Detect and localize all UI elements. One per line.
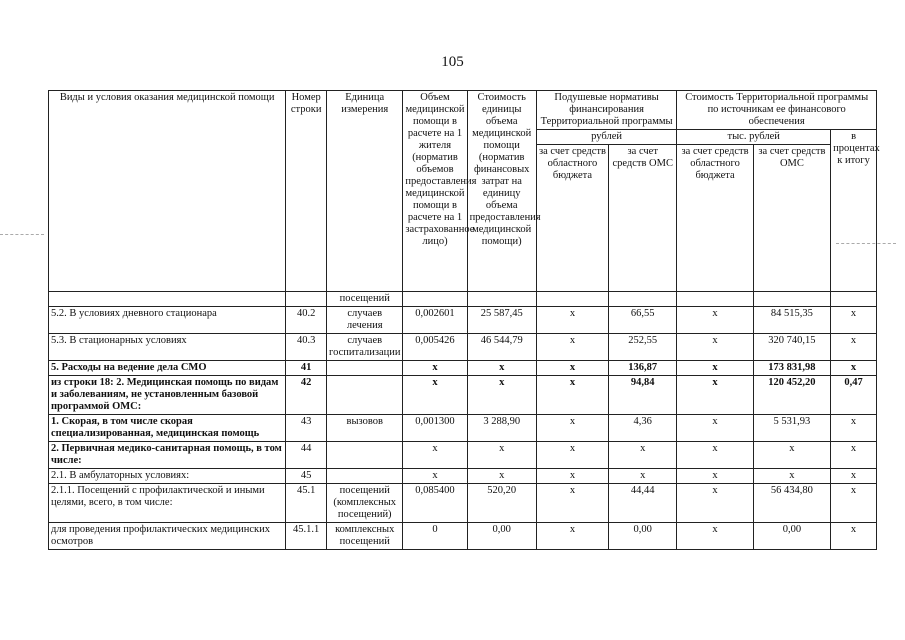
cell-kind [49, 292, 286, 307]
cell-unit: случаев госпитализации [327, 334, 403, 361]
cell-per-capita-oms: х [609, 442, 677, 469]
cell-volume: 0,085400 [403, 484, 467, 523]
cell-cost-budget: х [677, 307, 753, 334]
cell-cost-oms: х [753, 442, 830, 469]
header-row-1 [49, 91, 877, 130]
cell-cost-oms: 173 831,98 [753, 361, 830, 376]
cell-cost-oms: 320 740,15 [753, 334, 830, 361]
header-percent: в процентах к итогу [831, 130, 877, 292]
cell-unit-cost: 520,20 [467, 484, 536, 523]
cell-row-number: 40.3 [286, 334, 327, 361]
cell-percent: 0,47 [831, 376, 877, 415]
cell-percent: х [831, 469, 877, 484]
cell-cost-oms: 5 531,93 [753, 415, 830, 442]
cell-unit-cost: х [467, 442, 536, 469]
cell-unit: вызовов [327, 415, 403, 442]
cell-cost-oms: х [753, 469, 830, 484]
cell-percent: х [831, 415, 877, 442]
cell-row-number: 45.1.1 [286, 523, 327, 550]
cell-kind: 5.3. В стационарных условиях [49, 334, 286, 361]
cell-unit-cost: х [467, 361, 536, 376]
cell-unit: случаев лечения [327, 307, 403, 334]
cell-kind: 2.1.1. Посещений с профилактической и иными целями, всего, в том числе: [49, 484, 286, 523]
cell-cost-budget: х [677, 484, 753, 523]
table-row [49, 376, 877, 415]
cell-row-number: 44 [286, 442, 327, 469]
cell-kind: 2.1. В амбулаторных условиях: [49, 469, 286, 484]
cell-per-capita-oms: 0,00 [609, 523, 677, 550]
table-row [49, 334, 877, 361]
cell-cost-budget: х [677, 442, 753, 469]
cell-row-number [286, 292, 327, 307]
header-budget-source-2: за счет средств областного бюджета [677, 145, 753, 292]
cell-row-number: 45 [286, 469, 327, 484]
cell-kind: 5.2. В условиях дневного стационара [49, 307, 286, 334]
cell-percent: х [831, 523, 877, 550]
cell-kind: 1. Скорая, в том числе скорая специализированная, медицинская помощь [49, 415, 286, 442]
header-per-capita: Подушевые нормативы финансирования Территориальной программы [536, 91, 677, 130]
cell-row-number: 45.1 [286, 484, 327, 523]
scan-artifact-left [0, 234, 44, 236]
header-unit-cost: Стоимость единицы объема медицинской помощи (норматив финансовых затрат на единицу объема предоставления медицинской помощи) [467, 91, 536, 292]
cell-per-capita-budget: х [536, 334, 608, 361]
cell-cost-oms: 56 434,80 [753, 484, 830, 523]
cell-per-capita-budget: х [536, 415, 608, 442]
cell-volume: х [403, 442, 467, 469]
cell-per-capita-budget: х [536, 484, 608, 523]
cell-per-capita-oms: 66,55 [609, 307, 677, 334]
cell-cost-budget: х [677, 415, 753, 442]
cell-cost-budget: х [677, 469, 753, 484]
cell-percent: х [831, 334, 877, 361]
cell-unit [327, 376, 403, 415]
cell-kind: для проведения профилактических медицинских осмотров [49, 523, 286, 550]
cell-kind: из строки 18: 2. Медицинская помощь по видам и заболеваниям, не установленным базовой программой ОМС: [49, 376, 286, 415]
cell-percent: х [831, 361, 877, 376]
header-cost-sources: Стоимость Территориальной программы по источникам ее финансового обеспечения [677, 91, 877, 130]
cell-volume: х [403, 376, 467, 415]
cell-unit [327, 442, 403, 469]
cell-unit-cost: х [467, 376, 536, 415]
cell-per-capita-oms: х [609, 469, 677, 484]
cell-volume: 0,005426 [403, 334, 467, 361]
table-row [49, 307, 877, 334]
cell-cost-oms: 120 452,20 [753, 376, 830, 415]
header-kind: Виды и условия оказания медицинской помощи [49, 91, 286, 292]
cell-per-capita-budget: х [536, 442, 608, 469]
header-oms-source: за счет средств ОМС [609, 145, 677, 292]
cell-kind: 5. Расходы на ведение дела СМО [49, 361, 286, 376]
cell-per-capita-oms: 252,55 [609, 334, 677, 361]
cell-per-capita-budget: х [536, 523, 608, 550]
cell-cost-oms: 84 515,35 [753, 307, 830, 334]
table-row [49, 292, 877, 307]
cell-unit [327, 469, 403, 484]
cell-unit [327, 361, 403, 376]
cell-per-capita-budget: х [536, 376, 608, 415]
cell-row-number: 41 [286, 361, 327, 376]
table-row [49, 484, 877, 523]
header-volume: Объем медицинской помощи в расчете на 1 жителя (норматив объемов предоставления медицинской помощи в расчете на 1 застрахованное лицо) [403, 91, 467, 292]
cell-unit-cost [467, 292, 536, 307]
cell-cost-oms: 0,00 [753, 523, 830, 550]
cell-kind: 2. Первичная медико-санитарная помощь, в том числе: [49, 442, 286, 469]
table-row [49, 523, 877, 550]
table-row [49, 361, 877, 376]
cell-row-number: 40.2 [286, 307, 327, 334]
cell-unit-cost: 46 544,79 [467, 334, 536, 361]
data-table [48, 90, 880, 550]
header-rubles: рублей [536, 130, 677, 145]
header-row-number: Номер строки [286, 91, 327, 292]
cell-per-capita-budget: х [536, 361, 608, 376]
cell-per-capita-oms [609, 292, 677, 307]
cell-percent: х [831, 484, 877, 523]
cell-unit: комплексных посещений [327, 523, 403, 550]
cell-volume: х [403, 361, 467, 376]
header-oms-source-2: за счет средств ОМС [753, 145, 830, 292]
cell-volume: 0 [403, 523, 467, 550]
page-number: 105 [441, 54, 464, 70]
cell-per-capita-oms: 94,84 [609, 376, 677, 415]
cell-per-capita-oms: 44,44 [609, 484, 677, 523]
header-unit: Единица измерения [327, 91, 403, 292]
cell-percent: х [831, 307, 877, 334]
header-thousand-rubles: тыс. рублей [677, 130, 831, 145]
cell-unit: посещений [327, 292, 403, 307]
cell-volume: 0,001300 [403, 415, 467, 442]
cell-per-capita-budget: х [536, 307, 608, 334]
cell-unit-cost: 0,00 [467, 523, 536, 550]
cell-per-capita-oms: 136,87 [609, 361, 677, 376]
header-budget-source: за счет средств областного бюджета [536, 145, 608, 292]
cell-per-capita-budget: х [536, 469, 608, 484]
cell-percent [831, 292, 877, 307]
cell-unit: посещений (комплексных посещений) [327, 484, 403, 523]
cell-cost-budget: х [677, 376, 753, 415]
cell-cost-budget: х [677, 523, 753, 550]
cell-row-number: 42 [286, 376, 327, 415]
table-row [49, 469, 877, 484]
cell-volume: 0,002601 [403, 307, 467, 334]
cell-per-capita-budget [536, 292, 608, 307]
cell-cost-budget: х [677, 334, 753, 361]
cell-cost-oms [753, 292, 830, 307]
table-row [49, 442, 877, 469]
cell-volume [403, 292, 467, 307]
cell-per-capita-oms: 4,36 [609, 415, 677, 442]
cell-percent: х [831, 442, 877, 469]
cell-cost-budget: х [677, 361, 753, 376]
cell-volume: х [403, 469, 467, 484]
table-row [49, 415, 877, 442]
cell-cost-budget [677, 292, 753, 307]
cell-unit-cost: 3 288,90 [467, 415, 536, 442]
cell-unit-cost: 25 587,45 [467, 307, 536, 334]
cell-unit-cost: х [467, 469, 536, 484]
cell-row-number: 43 [286, 415, 327, 442]
